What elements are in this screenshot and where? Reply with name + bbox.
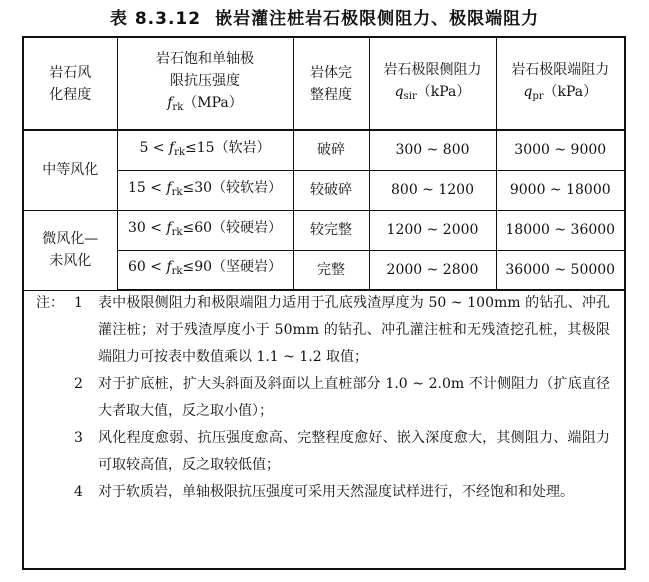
table-title: 嵌岩灌注桩岩石极限侧阻力、极限端阻力 — [215, 9, 540, 29]
side-resistance-cell: 300 ~ 800 — [369, 130, 496, 170]
note-number: 3 — [74, 430, 83, 446]
resistance-table — [24, 38, 624, 291]
notes-prefix: 注： — [36, 295, 64, 311]
header-integrity: 岩体完 整程度 — [293, 38, 369, 130]
integrity-cell: 完整 — [293, 250, 369, 290]
table-frame — [22, 36, 626, 570]
group-label-slight: 微风化— 未风化 — [24, 210, 117, 290]
note-text: 对于软质岩，单轴极限抗压强度可采用天然湿度试样进行，不经饱和和处理。 — [98, 484, 574, 500]
integrity-cell: 破碎 — [293, 130, 369, 170]
side-resistance-cell: 800 ~ 1200 — [369, 170, 496, 210]
group-label-moderate: 中等风化 — [24, 130, 117, 210]
strength-cell: $5 < f_{rk}\le 15$（软岩） — [117, 130, 293, 170]
note-number: 2 — [74, 376, 83, 392]
header-weathering: 岩石风 化程度 — [24, 38, 117, 130]
side-resistance-cell: 2000 ~ 2800 — [369, 250, 496, 290]
end-resistance-cell: 9000 ~ 18000 — [496, 170, 624, 210]
table-caption — [0, 4, 649, 29]
strength-cell: $15 < f_{rk}\le 30$（较软岩） — [117, 170, 293, 210]
header-end-resistance: 岩石极限端阻力 $q_{pr}(kPa)$ — [496, 38, 624, 130]
integrity-cell: 较完整 — [293, 210, 369, 250]
note-item — [24, 479, 624, 506]
table-row — [24, 130, 624, 170]
note-text: 表中极限侧阻力和极限端阻力适用于孔底残渣厚度为 50 ~ 100mm 的钻孔、冲孔灌注桩；对于残渣厚度小于 50mm 的钻孔、冲孔灌注桩和无残渣挖孔桩，其极限端阻力可按表中数值乘以 1.1 ~ 1.2 取值； — [98, 295, 610, 365]
strength-cell: $60 < f_{rk}\le 90$（坚硬岩） — [117, 250, 293, 290]
table-number: 表 8.3.12 — [109, 9, 202, 29]
note-number: 1 — [74, 295, 83, 311]
note-item — [24, 371, 624, 425]
header-strength: 岩石饱和单轴极 限抗压强度 $f_{rk}(MPa)$ — [117, 38, 293, 130]
header-row — [24, 38, 624, 130]
table-notes — [24, 290, 624, 506]
side-resistance-cell: 1200 ~ 2000 — [369, 210, 496, 250]
end-resistance-cell: 36000 ~ 50000 — [496, 250, 624, 290]
header-side-resistance: 岩石极限侧阻力 $q_{sir}(kPa)$ — [369, 38, 496, 130]
strength-cell: $30 < f_{rk}\le 60$（较硬岩） — [117, 210, 293, 250]
end-resistance-cell: 18000 ~ 36000 — [496, 210, 624, 250]
end-resistance-cell: 3000 ~ 9000 — [496, 130, 624, 170]
note-item — [24, 290, 624, 371]
note-number: 4 — [74, 484, 83, 500]
integrity-cell: 较破碎 — [293, 170, 369, 210]
note-text: 风化程度愈弱、抗压强度愈高、完整程度愈好、嵌入深度愈大，其侧阻力、端阻力可取较高值，反之取较低值； — [98, 430, 610, 473]
table-row — [24, 210, 624, 250]
note-item — [24, 425, 624, 479]
note-text: 对于扩底桩，扩大头斜面及斜面以上直桩部分 1.0 ~ 2.0m 不计侧阻力（扩底直径大者取大值，反之取小值）； — [98, 376, 610, 419]
